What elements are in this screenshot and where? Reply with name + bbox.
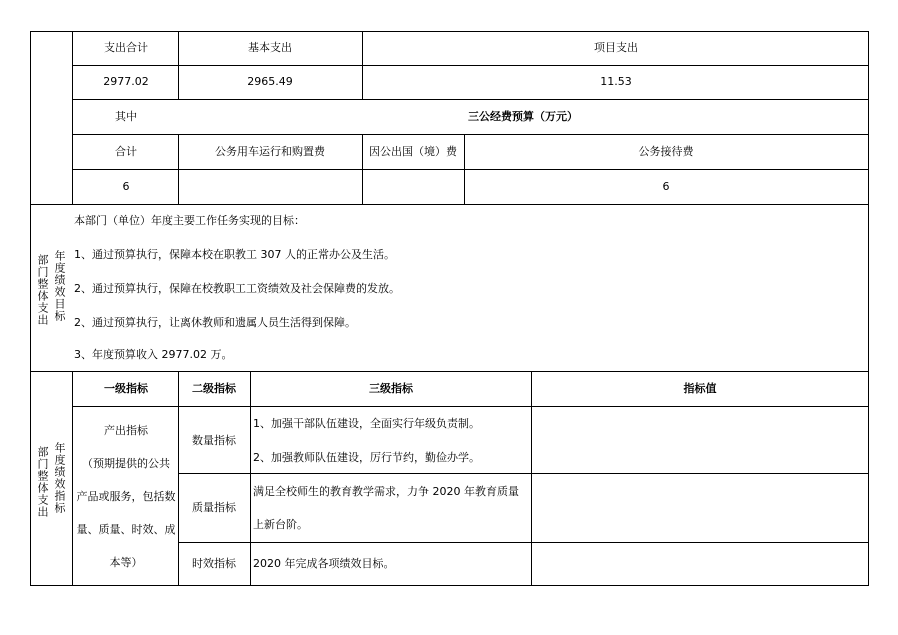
label-timeliness-indicator: 时效指标	[192, 557, 236, 570]
value-project-expenditure: 11.53	[600, 75, 632, 88]
header-abroad-cost: 因公出国（境）费	[369, 145, 457, 158]
header-level2-indicator: 二级指标	[192, 382, 236, 395]
quality-indicator-line: 上新台阶。	[253, 518, 308, 531]
row-line	[178, 473, 869, 474]
goals-side-label-1: 年度绩效目标	[53, 250, 66, 322]
level1-output-line: 产出指标	[104, 424, 148, 437]
col-line	[178, 31, 179, 100]
col-line	[250, 371, 251, 586]
row-line	[178, 542, 869, 543]
timeliness-indicator-line: 2020 年完成各项绩效目标。	[253, 557, 395, 570]
header-total-expenditure: 支出合计	[104, 41, 148, 54]
section-line	[30, 371, 869, 372]
col-line	[178, 134, 179, 205]
header-level3-indicator: 三级指标	[369, 382, 413, 395]
quality-indicator-line: 满足全校师生的教育教学需求，力争 2020 年教育质量	[253, 485, 519, 498]
row-line	[72, 65, 869, 66]
value-three-public-total: 6	[122, 180, 130, 193]
label-of-which: 其中	[115, 110, 137, 123]
table-border-left	[30, 31, 31, 586]
col-line	[72, 31, 73, 205]
row-line	[72, 99, 869, 100]
row-line	[72, 134, 869, 135]
value-total-expenditure: 2977.02	[103, 75, 149, 88]
section-line	[30, 204, 869, 205]
table-border-bottom	[30, 585, 869, 586]
header-three-public-total: 合计	[115, 145, 137, 158]
table-border-top	[30, 31, 869, 32]
header-level1-indicator: 一级指标	[104, 382, 148, 395]
label-quality-indicator: 质量指标	[192, 501, 236, 514]
header-basic-expenditure: 基本支出	[248, 41, 292, 54]
goals-line: 1、通过预算执行，保障本校在职教工 307 人的正常办公及生活。	[74, 248, 395, 261]
header-car-cost: 公务用车运行和购置费	[215, 145, 325, 158]
level1-output-line: 产品或服务，包括数	[76, 490, 176, 503]
goals-side-label-2: 部门整体支出	[36, 254, 49, 326]
indicators-side-label-2: 部门整体支出	[36, 446, 49, 518]
goals-line: 2、通过预算执行，让离休教师和遗属人员生活得到保障。	[74, 316, 356, 329]
goals-line: 本部门（单位）年度主要工作任务实现的目标：	[74, 214, 305, 227]
header-project-expenditure: 项目支出	[594, 41, 638, 54]
value-basic-expenditure: 2965.49	[247, 75, 293, 88]
col-line	[72, 371, 73, 586]
level1-output-line: 量、质量、时效、成	[76, 523, 176, 536]
label-quantity-indicator: 数量指标	[192, 434, 236, 447]
header-indicator-value: 指标值	[683, 382, 717, 395]
goals-line: 3、年度预算收入 2977.02 万。	[74, 348, 233, 361]
level1-output-line: 本等）	[109, 556, 143, 569]
indicators-side-label-1: 年度绩效指标	[53, 442, 66, 514]
level1-output-line: （预期提供的公共	[82, 457, 170, 470]
header-reception-cost: 公务接待费	[638, 145, 694, 158]
goals-line: 2、通过预算执行，保障在校教职工工资绩效及社会保障费的发放。	[74, 282, 400, 295]
col-line	[464, 134, 465, 205]
row-line	[72, 406, 869, 407]
col-line	[362, 134, 363, 205]
row-line	[72, 169, 869, 170]
quantity-indicator-line: 1、加强干部队伍建设，全面实行年级负责制。	[253, 417, 480, 430]
col-line	[362, 31, 363, 100]
col-line	[531, 371, 532, 586]
three-public-budget-title: 三公经费预算（万元）	[468, 110, 578, 123]
value-reception-cost: 6	[662, 180, 670, 193]
quantity-indicator-line: 2、加强教师队伍建设，厉行节约，勤俭办学。	[253, 451, 480, 464]
col-line	[178, 371, 179, 586]
table-border-right	[868, 31, 869, 586]
